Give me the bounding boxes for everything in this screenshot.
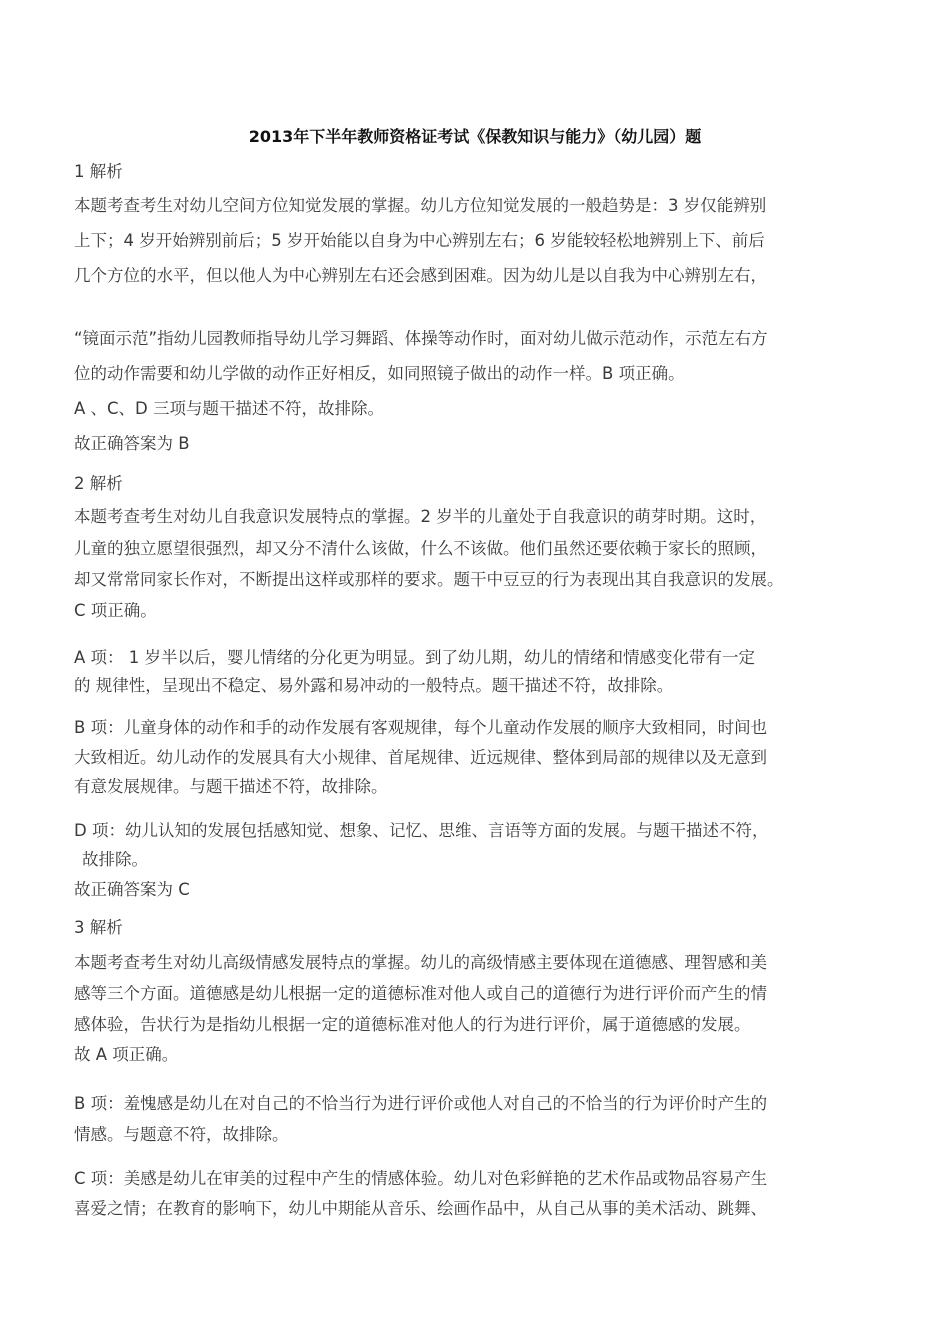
answer-line: 故正确答案为 C <box>74 880 190 899</box>
q1-heading: 1 解析 <box>74 162 123 181</box>
answer-line: 故正确答案为 B <box>74 434 190 453</box>
paragraph-line: 情感。与题意不符，故排除。 <box>74 1125 289 1144</box>
paragraph-line: 儿童的独立愿望很强烈，却又分不清什么该做，什么不该做。他们虽然还要依赖于家长的照顾， <box>74 539 767 558</box>
paragraph-line: 有意发展规律。与题干描述不符，故排除。 <box>74 777 388 796</box>
paragraph-line: B 项：羞愧感是幼儿在对自己的不恰当行为进行评价或他人对自己的不恰当的行为评价时产生的 <box>74 1094 768 1113</box>
paragraph-line: A 项： 1 岁半以后，婴儿情绪的分化更为明显。到了幼儿期，幼儿的情绪和情感变化带有一定 <box>74 648 756 667</box>
paragraph-line: “镜面示范”指幼儿园教师指导幼儿学习舞蹈、体操等动作时，面对幼儿做示范动作，示范左右方 <box>74 329 768 348</box>
paragraph-line: C 项正确。 <box>74 601 157 620</box>
paragraph-line: 大致相近。幼儿动作的发展具有大小规律、首尾规律、近远规律、整体到局部的规律以及无意到 <box>74 748 767 767</box>
paragraph-line: 感等三个方面。道德感是幼儿根据一定的道德标准对他人或自己的道德行为进行评价而产生的情 <box>74 984 767 1003</box>
paragraph-line: 喜爱之情；在教育的影响下，幼儿中期能从音乐、绘画作品中，从自己从事的美术活动、跳舞、 <box>74 1199 767 1218</box>
paragraph-line: C 项：美感是幼儿在审美的过程中产生的情感体验。幼儿对色彩鲜艳的艺术作品或物品容易产生 <box>74 1169 768 1188</box>
paragraph-line: 本题考查考生对幼儿空间方位知觉发展的掌握。幼儿方位知觉发展的一般趋势是：3 岁仅能辨别 <box>74 196 767 215</box>
paragraph-line: 位的动作需要和幼儿学做的动作正好相反，如同照镜子做出的动作一样。B 项正确。 <box>74 364 685 383</box>
paragraph-line: A 、C、D 三项与题干描述不符，故排除。 <box>74 399 385 418</box>
q3-heading: 3 解析 <box>74 918 123 937</box>
paragraph-line: 故排除。 <box>82 850 148 869</box>
paragraph-line: 几个方位的水平，但以他人为中心辨别左右还会感到困难。因为幼儿是以自我为中心辨别左右， <box>74 266 767 285</box>
document-title: 2013年下半年教师资格证考试《保教知识与能力》（幼儿园）题 <box>248 127 702 146</box>
paragraph-line: D 项：幼儿认知的发展包括感知觉、想象、记忆、思维、言语等方面的发展。与题干描述不符， <box>74 821 769 840</box>
paragraph-line: 感体验，告状行为是指幼儿根据一定的道德标准对他人的行为进行评价，属于道德感的发展。 <box>74 1015 751 1034</box>
paragraph-line: 本题考查考生对幼儿高级情感发展特点的掌握。幼儿的高级情感主要体现在道德感、理智感和美 <box>74 953 767 972</box>
paragraph-line: B 项：儿童身体的动作和手的动作发展有客观规律，每个儿童动作发展的顺序大致相同，时间也 <box>74 718 768 737</box>
paragraph-line: 故 A 项正确。 <box>74 1045 179 1064</box>
paragraph-line: 却又常常同家长作对，不断提出这样或那样的要求。题干中豆豆的行为表现出其自我意识的发展。 <box>74 570 784 589</box>
paragraph-line: 上下；4 岁开始辨别前后；5 岁开始能以自身为中心辨别左右；6 岁能较轻松地辨别上下、前后 <box>74 231 765 250</box>
q2-heading: 2 解析 <box>74 474 123 493</box>
paragraph-line: 的 规律性，呈现出不稳定、易外露和易冲动的一般特点。题干描述不符，故排除。 <box>74 676 674 695</box>
paragraph-line: 本题考查考生对幼儿自我意识发展特点的掌握。2 岁半的儿童处于自我意识的萌芽时期。这时， <box>74 507 767 526</box>
